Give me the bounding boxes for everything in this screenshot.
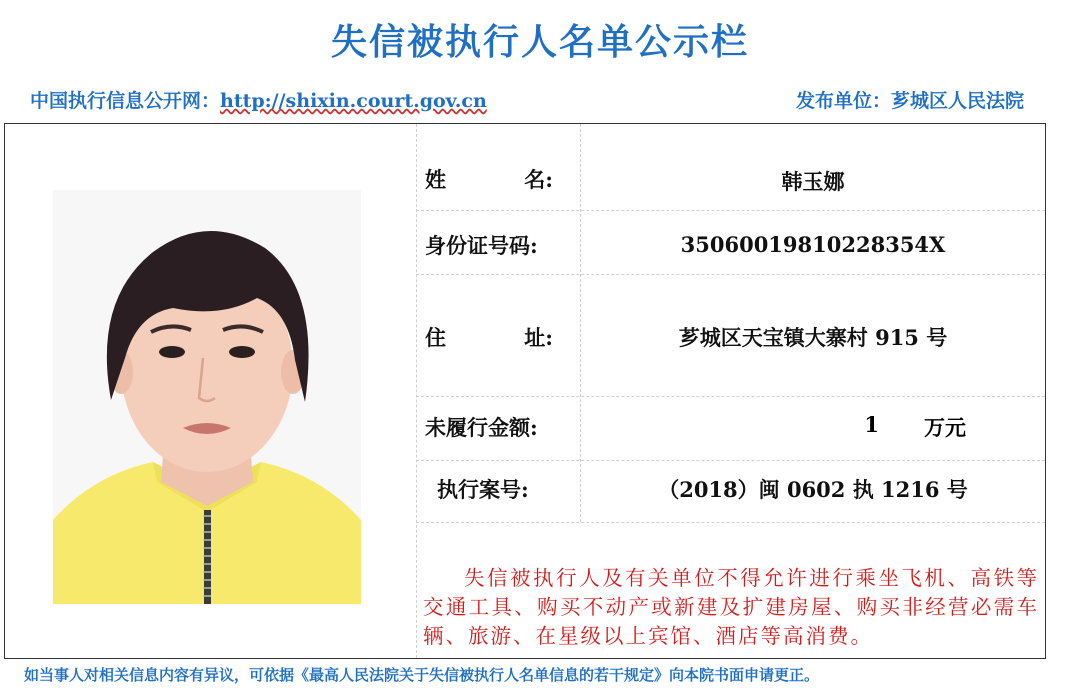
amount-value: 1 [864,412,879,437]
address-label-part: 住 [425,325,446,350]
person-portrait-image [53,190,361,604]
row-divider [416,522,1045,524]
page-title: 失信被执行人名单公示栏 [330,21,749,63]
amount-label: 未履行金额: [425,415,538,440]
id-value: 35060019810228354X [680,232,946,257]
address-label [425,322,553,352]
name-label-part: 姓 [425,167,446,192]
column-divider [416,124,418,658]
id-label: 身份证号码: [425,233,538,258]
info-board [4,123,1046,659]
row-divider [416,396,1045,398]
footer-note: 如当事人对相关信息内容有异议，可依据《最高人民法院关于失信被执行人名单信息的若干规定》向本院书面申请更正。 [24,666,820,684]
site-url-link[interactable]: http://shixin.court.gov.cn [220,90,487,112]
name-label-part: 名: [524,167,553,192]
row-divider [416,210,1045,212]
case-label: 执行案号: [437,477,529,502]
amount-unit: 万元 [924,415,966,440]
case-value: （2018）闽 0602 执 1216 号 [658,477,968,502]
publisher-label: 发布单位：芗城区人民法院 [795,90,1024,112]
name-label [425,164,553,194]
address-label-part: 址: [524,325,553,350]
address-value: 芗城区天宝镇大寨村 915 号 [678,325,948,350]
person-photo [53,190,361,604]
site-label: 中国执行信息公开网： [30,90,221,112]
row-divider [416,460,1045,462]
row-divider [416,274,1045,276]
restriction-notice: 失信被执行人及有关单位不得允许进行乘坐飞机、高铁等交通工具、购买不动产或新建及扩建房屋、购买非经营必需车辆、旅游、在星级以上宾馆、酒店等高消费。 [423,566,1039,648]
site-line [30,86,487,113]
name-value: 韩玉娜 [781,169,845,194]
